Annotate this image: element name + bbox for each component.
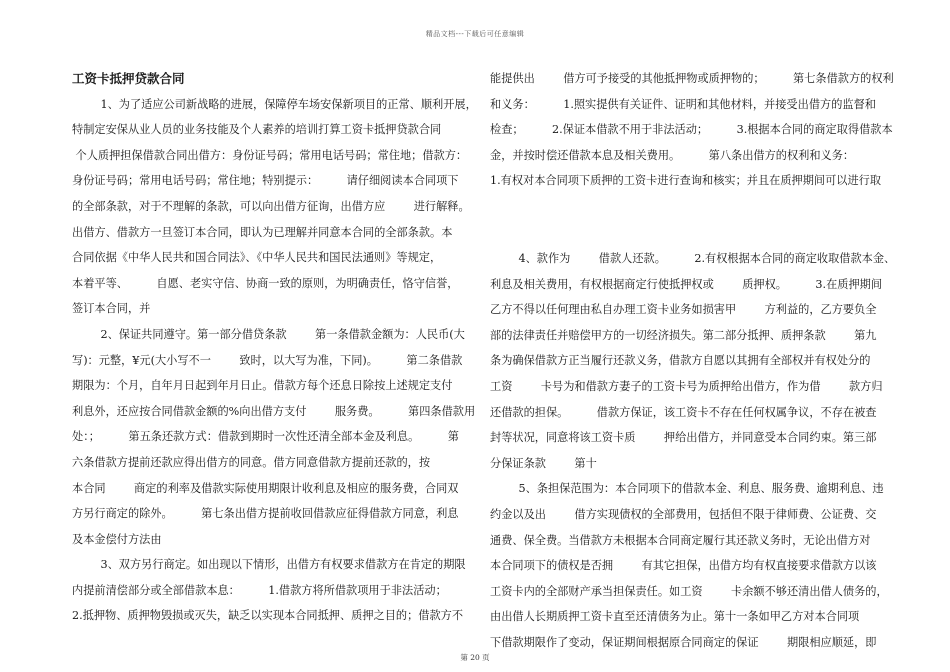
text-line: 写)：元整，¥元(大小写不一 致时，以大写为准，下同)。 第二条借款 [72, 353, 463, 367]
text-line: 签订本合同，并 [72, 302, 151, 316]
text-line: 出借方、借款方一旦签订本合同，即认为已理解并同意本合同的全部条款。本 [72, 225, 453, 239]
text-line: 由出借人长期质押工资卡直至还清债务为止。第十一条如甲乙方对本合同项 [490, 610, 860, 624]
text-line: 1.有权对本合同项下质押的工资卡进行查询和核实；并且在质押期间可以进行取 [490, 174, 882, 188]
text-line: 利息外，还应按合同借款金额的%向出借方支付 服务费。 第四条借款用 [72, 404, 476, 418]
header-note: 精品文档---下载后可任意编辑 [425, 30, 525, 38]
text-line: 处：； 第五条还款方式：借款到期时一次性还清全部本金及利息。 第 [72, 430, 459, 444]
text-line: 4、款作为 借款人还款。 2.有权根据本合同的商定收取借款本金、 [490, 251, 896, 265]
text-line: 及本金偿付方法由 [72, 532, 162, 546]
text-line: 的全部条款，对于不理解的条款，可以向出借方征询，出借方应 进行解释。 [72, 199, 470, 213]
document-title: 工资卡抵押贷款合同 [72, 71, 185, 86]
text-line: 方另行商定的除外。 第七条出借方提前收回借款应征得借款方同意，利息 [72, 507, 459, 521]
text-line: 金，并按时偿还借款本息及相关费用。 第八条出借方的权利和义务： [490, 148, 855, 162]
text-line: 下借款期限作了变动，保证期间根据原合同商定的保证 期限相应顺延，即 [490, 635, 877, 649]
text-line: 分保证条款 第十 [490, 456, 597, 470]
text-line: 2.抵押物、质押物毁损或灭失，缺乏以实现本合同抵押、质押之目的；借款方不 [72, 609, 464, 623]
text-line: 能提供出 借方可予接受的其他抵押物或质押物的； 第七条借款方的权利 [490, 72, 894, 85]
text-line: 本合同项下的债权是否拥 有其它担保，出借方均有权直接要求借款方以该 [490, 559, 877, 573]
text-line: 3、双方另行商定。如出现以下情形，出借方有权要求借款方在肯定的期限 [72, 558, 466, 572]
text-line: 个人质押担保借款合同出借方：身份证号码；常用电话号码；常住地；借款方： [72, 148, 468, 162]
text-line: 利息及相关费用，有权根据商定行使抵押权或 质押权。 3.在质押期间 [490, 277, 883, 291]
text-line: 1、为了适应公司新战略的进展，保障停车场安保新项目的正常、顺利开展， [72, 97, 477, 111]
text-line: 本着平等、 自愿、老实守信、协商一致的原则，为明确责任，恪守信誉， [72, 276, 459, 290]
text-line: 检查； 2.保证本借款不用于非法活动； 3.根据本合同的商定取得借款本 [490, 123, 893, 137]
text-line: 乙方不得以任何理由私自办理工资卡业务如损害甲 方利益的，乙方要负全 [490, 303, 877, 317]
right-column [490, 66, 896, 655]
text-line: 工资 卡号为和借款方妻子的工资卡号为质押给出借方，作为借 款方归 [490, 379, 883, 393]
text-line: 身份证号码；常用电话号码；常住地；特别提示： 请仔细阅读本合同项下 [72, 174, 459, 188]
text-line: 部的法律责任并赔偿甲方的一切经济损失。第二部分抵押、质押条款 第九 [490, 328, 877, 342]
left-column [72, 66, 477, 629]
text-line: 封等状况，同意将该工资卡质 押给出借方，并同意受本合同约束。第三部 [490, 431, 877, 445]
text-line: 2、保证共同遵守。第一部分借贷条款 第一条借款金额为：人民币(大 [72, 327, 465, 341]
text-line: 合同依据《中华人民共和国合同法》、《中华人民共和国民法通则》等规定， [72, 251, 442, 265]
text-line: 5、条担保范围为：本合同项下的借款本金、利息、服务费、逾期利息、违 [490, 482, 884, 496]
text-line: 工资卡内的全部财产承当担保责任。如工资 卡余额不够还清出借人债务的， [490, 584, 888, 598]
text-line: 特制定安保从业人员的业务技能及个人素养的培训打算工资卡抵押贷款合同 [72, 123, 442, 137]
text-line: 内提前清偿部分或全部借款本息： 1.借款方将所借款项用于非法活动； [72, 583, 447, 597]
page-footer: 第 20 页 [460, 653, 490, 662]
text-line: 通费、保全费。当借款方未根据本合同商定履行其还款义务时，无论出借方对 [490, 533, 871, 547]
left-body [72, 92, 477, 629]
text-line: 和义务： 1.照实提供有关证件、证明和其他材料，并接受出借方的监督和 [490, 97, 876, 111]
column-gap [490, 194, 888, 246]
text-line: 还借款的担保。 借款方保证，该工资卡不存在任何权属争议，不存在被查 [490, 405, 877, 419]
text-line: 期限为：个月，自年月日起到年月日止。借款方每个还息日除按上述规定支付 [72, 379, 453, 393]
text-line: 本合同 商定的利率及借款实际使用期限计收利息及相应的服务费，合同双 [72, 481, 459, 495]
text-line: 约金以及出 借方实现债权的全部费用，包括但不限于律师费、公证费、交 [490, 507, 877, 521]
text-line: 条为确保借款方正当履行还款义务，借款方自愿以其拥有全部权并有权处分的 [490, 354, 871, 368]
right-body-top [490, 66, 894, 194]
text-line: 六条借款方提前还款应得出借方的同意。借方同意借款方提前还款的，按 [72, 455, 431, 469]
right-body-bottom [490, 246, 896, 656]
